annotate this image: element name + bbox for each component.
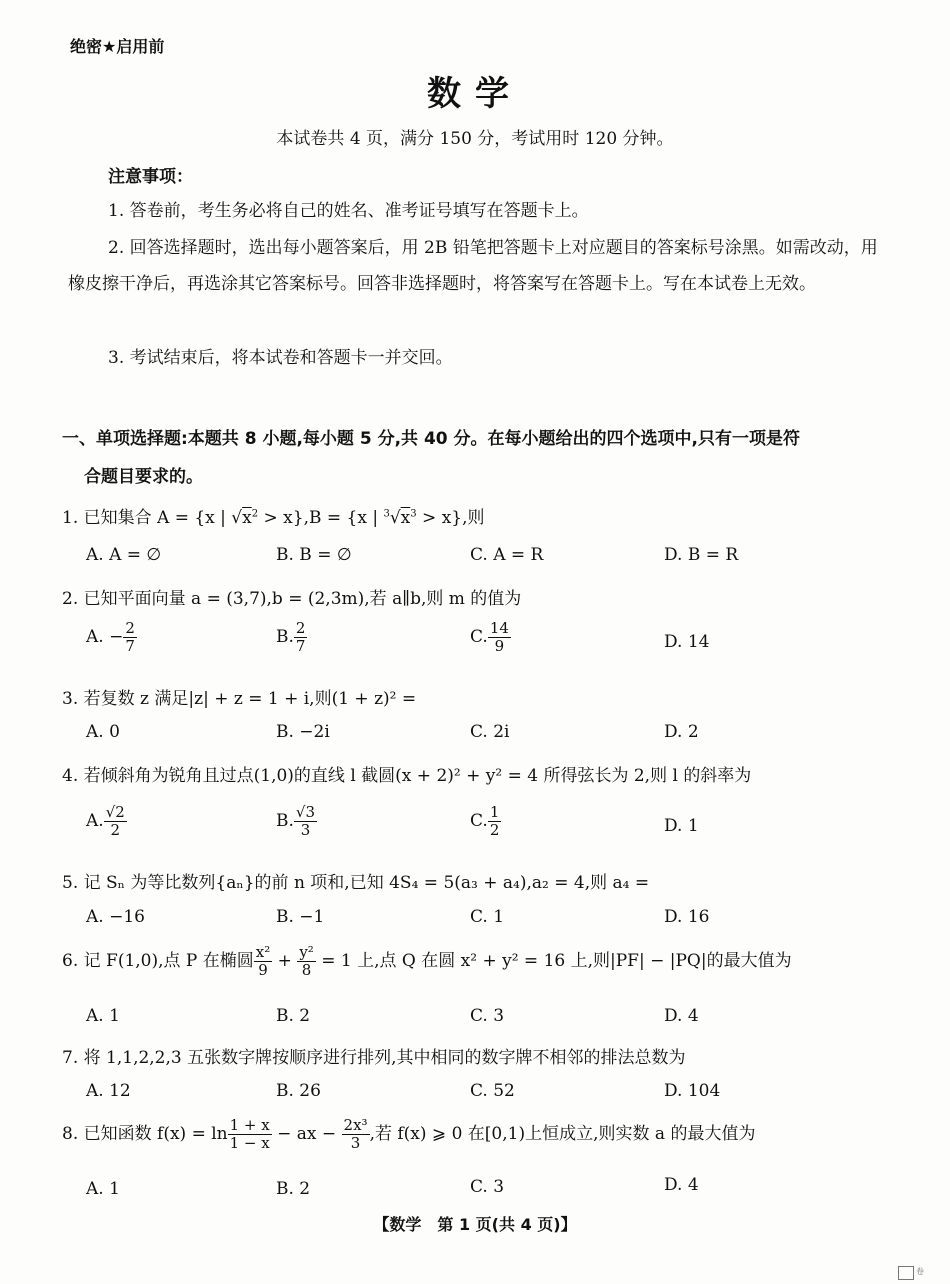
q4-a-label: A. <box>86 811 104 831</box>
q8-option-c[interactable]: C. 3 <box>470 1177 505 1197</box>
q4-c-den: 2 <box>489 821 500 839</box>
watermark-text: 卷 <box>916 1267 924 1276</box>
q2-option-b[interactable] <box>276 620 307 655</box>
q4-b-fraction <box>294 804 317 839</box>
q1-stem-b: > x},B = {x | <box>258 508 384 528</box>
q4-a-fraction <box>104 804 127 839</box>
q4-option-b[interactable] <box>276 804 317 839</box>
q8-f2-num: 2x³ <box>343 1116 368 1134</box>
q4-a-num: √2 <box>105 803 125 821</box>
q5-option-b[interactable]: B. −1 <box>276 907 325 927</box>
question-4: 4. 若倾斜角为锐角且过点(1,0)的直线 l 截圆(x + 2)² + y² = 4 所得弦长为 2,则 l 的斜率为 <box>62 766 752 786</box>
question-8 <box>62 1117 755 1152</box>
question-1: 1. 已知集合 A = {x | $√x^2 > x\},B = \{x$ | $^3√x^3 > x$},则 <box>62 508 485 528</box>
q4-a-den: 2 <box>110 821 121 839</box>
q2-b-den: 7 <box>295 637 306 655</box>
q4-option-d[interactable]: D. 1 <box>664 816 699 836</box>
notice-heading: 注意事项： <box>108 167 193 187</box>
q4-b-den: 3 <box>300 821 311 839</box>
q6-option-c[interactable]: C. 3 <box>470 1006 505 1026</box>
q2-c-num: 14 <box>489 619 509 637</box>
question-2: 2. 已知平面向量 a = (3,7),b = (2,3m),若 a∥b,则 m 的值为 <box>62 589 522 609</box>
notice-item-1: 1. 答卷前，考生务必将自己的姓名、准考证号填写在答题卡上。 <box>108 201 589 221</box>
q1-radical: √ <box>389 508 401 528</box>
q8-f2-den: 3 <box>350 1134 361 1152</box>
q7-option-c[interactable]: C. 52 <box>470 1081 515 1101</box>
q6-f1-den: 9 <box>258 961 268 979</box>
question-6 <box>62 944 792 979</box>
q8-stem-b: − ax − <box>271 1124 342 1144</box>
qr-code-icon <box>898 1266 914 1280</box>
q8-stem-a: 8. 已知函数 f(x) = ln <box>62 1124 228 1144</box>
q2-a-num: 2 <box>125 619 135 637</box>
q4-b-num: √3 <box>295 803 316 821</box>
question-7: 7. 将 1,1,2,2,3 五张数字牌按顺序进行排列,其中相同的数字牌不相邻的排法总数为 <box>62 1048 686 1068</box>
q6-f2-den: 8 <box>301 961 312 979</box>
q2-a-label: A. − <box>86 627 124 647</box>
q6-stem-a: 6. 记 F(1,0),点 P 在椭圆 <box>62 951 254 971</box>
q2-option-d[interactable]: D. 14 <box>664 632 710 652</box>
q8-f1-den: 1 − x <box>229 1134 270 1152</box>
q7-option-d[interactable]: D. 104 <box>664 1081 721 1101</box>
q3-option-b[interactable]: B. −2i <box>276 722 330 742</box>
page-footer: 【数学 第 1 页(共 4 页)】 <box>373 1215 577 1234</box>
q4-c-num: 1 <box>489 803 500 821</box>
q8-f1-num: 1 + x <box>229 1116 270 1134</box>
section-heading <box>62 420 892 496</box>
q1-sqrt-arg: x <box>242 508 252 528</box>
section-heading-line1: 一、单项选择题:本题共 8 小题,每小题 5 分,共 40 分。在每小题给出的四个选项中,只有一项是符 <box>62 429 800 449</box>
question-5: 5. 记 Sₙ 为等比数列{aₙ}的前 n 项和,已知 4S₄ = 5(a₃ + a₄),a₂ = 4,则 a₄ = <box>62 873 650 893</box>
q8-frac-2 <box>342 1117 370 1152</box>
q4-option-a[interactable] <box>86 804 127 839</box>
q6-option-d[interactable]: D. 4 <box>664 1006 699 1026</box>
q5-option-a[interactable]: A. −16 <box>86 907 145 927</box>
q6-f2-num: y² <box>299 943 314 961</box>
q6-stem-b: = 1 上,点 Q 在圆 x² + y² = 16 上,则|PF| − |PQ|的最大值为 <box>315 951 792 971</box>
q1-option-c[interactable]: C. A = R <box>470 545 544 565</box>
q4-b-label: B. <box>276 811 294 831</box>
section-heading-line2: 合题目要求的。 <box>84 467 203 487</box>
q7-option-a[interactable]: A. 12 <box>86 1081 131 1101</box>
q1-root-index: 3 <box>383 508 390 520</box>
q6-frac-2 <box>297 944 316 979</box>
q4-c-label: C. <box>470 811 488 831</box>
q1-option-a[interactable]: A. A = ∅ <box>86 545 162 565</box>
q2-c-fraction <box>488 620 511 655</box>
q3-option-d[interactable]: D. 2 <box>664 722 699 742</box>
q6-f1-num: x² <box>255 943 271 961</box>
q8-option-b[interactable]: B. 2 <box>276 1179 311 1199</box>
q8-frac-1 <box>228 1117 272 1152</box>
q2-b-fraction <box>294 620 308 655</box>
q1-option-d[interactable]: D. B = R <box>664 545 739 565</box>
q4-option-c[interactable] <box>470 804 501 839</box>
q2-c-label: C. <box>470 627 488 647</box>
q1-cbrt-arg: x <box>400 508 411 528</box>
question-3: 3. 若复数 z 满足|z| + z = 1 + i,则(1 + z)² = <box>62 689 417 709</box>
q6-plus: + <box>272 951 298 971</box>
q8-option-a[interactable]: A. 1 <box>86 1179 120 1199</box>
q3-option-a[interactable]: A. 0 <box>86 722 120 742</box>
page-title: 数学 <box>427 74 523 114</box>
q5-option-d[interactable]: D. 16 <box>664 907 710 927</box>
q2-option-a[interactable] <box>86 620 137 655</box>
exam-info: 本试卷共 4 页，满分 150 分，考试用时 120 分钟。 <box>276 129 674 149</box>
q3-option-c[interactable]: C. 2i <box>470 722 510 742</box>
q6-frac-1 <box>254 944 272 979</box>
q8-stem-c: ,若 f(x) ⩾ 0 在[0,1)上恒成立,则实数 a 的最大值为 <box>369 1124 756 1144</box>
q7-option-b[interactable]: B. 26 <box>276 1081 321 1101</box>
q1-stem-a: 1. 已知集合 A = {x | √ <box>62 508 243 528</box>
q1-stem-c: > x},则 <box>416 508 485 528</box>
notice-item-3: 3. 考试结束后，将本试卷和答题卡一并交回。 <box>108 348 453 368</box>
q5-option-c[interactable]: C. 1 <box>470 907 505 927</box>
q2-a-fraction <box>123 620 137 655</box>
q2-c-den: 9 <box>494 637 505 655</box>
q2-a-den: 7 <box>125 637 135 655</box>
q8-option-d[interactable]: D. 4 <box>664 1175 699 1195</box>
q1-option-b[interactable]: B. B = ∅ <box>276 545 352 565</box>
q6-option-a[interactable]: A. 1 <box>86 1006 120 1026</box>
q2-b-label: B. <box>276 627 294 647</box>
q4-c-fraction <box>488 804 502 839</box>
q2-b-num: 2 <box>295 619 306 637</box>
confidential-label: 绝密★启用前 <box>70 37 165 56</box>
notice-item-2: 2. 回答选择题时，选出每小题答案后，用 2B 铅笔把答题卡上对应题目的答案标号涂黑。如需改动，用橡皮擦干净后，再选涂其它答案标号。回答非选择题时，将答案写在答题卡上。写在本试卷上无效。 <box>68 238 878 294</box>
q6-option-b[interactable]: B. 2 <box>276 1006 311 1026</box>
q2-option-c[interactable] <box>470 620 511 655</box>
